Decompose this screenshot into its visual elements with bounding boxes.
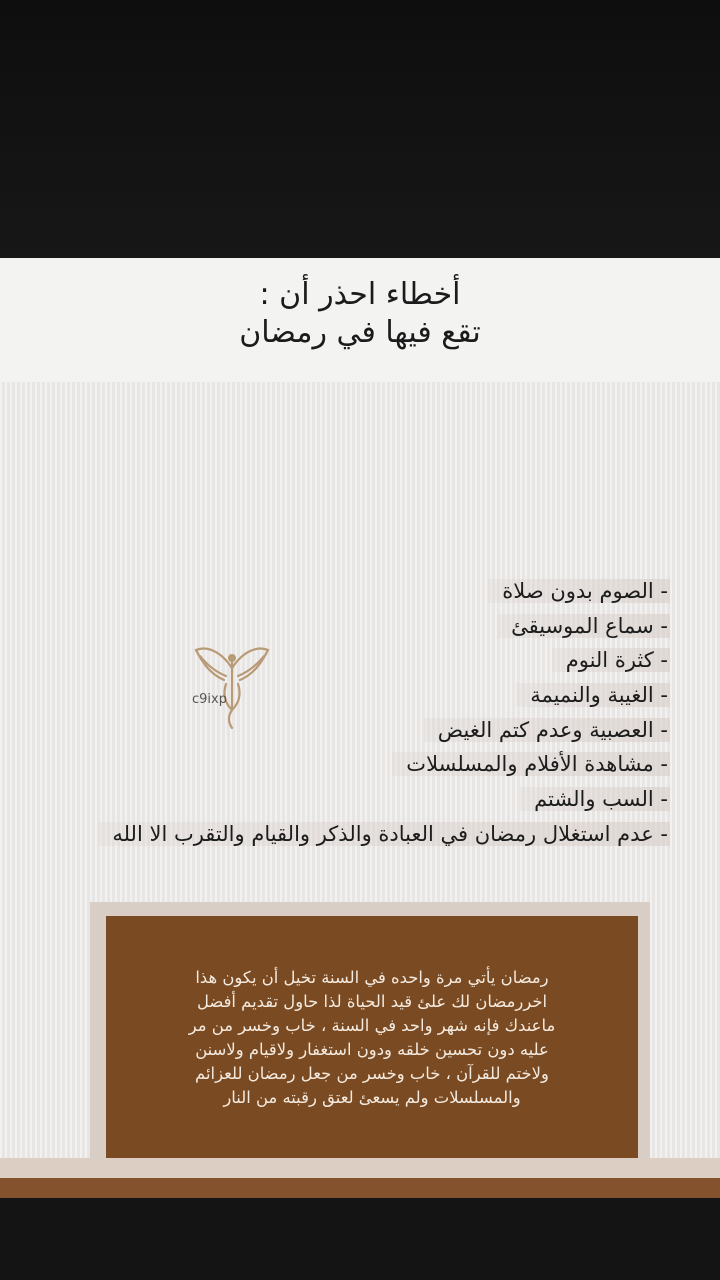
mistake-6: - مشاهدة الأفلام والمسلسلات — [392, 752, 670, 776]
quote-text — [120, 966, 624, 1110]
quote-line-5: ولاختم للقرآن ، خاب وخسر من جعل رمضان للعزائم — [195, 1064, 549, 1083]
mistake-1: - الصوم بدون صلاة — [488, 579, 670, 603]
quote-box — [106, 916, 638, 1182]
list-item — [98, 643, 670, 678]
list-item — [98, 678, 670, 713]
mistake-3: - كثرة النوم — [552, 648, 670, 672]
list-item — [98, 747, 670, 782]
page-title — [0, 276, 720, 352]
quote-line-3: ماعندك فإنه شهر واحد في السنة ، خاب وخسر من مر — [188, 1016, 556, 1035]
post-card — [0, 258, 720, 1198]
quote-line-6: والمسلسلات ولم يسعئ لعتق رقبته من النار — [223, 1088, 521, 1107]
quote-frame — [90, 902, 650, 1192]
mistake-2: - سماع الموسيقئ — [497, 614, 670, 638]
list-item — [98, 817, 670, 852]
header-panel — [0, 258, 720, 382]
light-stripe — [0, 1158, 720, 1178]
mistake-8: - عدم استغلال رمضان في العبادة والذكر والقيام والتقرب الا الله — [98, 822, 670, 846]
mistake-4: - الغيبة والنميمة — [516, 683, 670, 707]
list-item — [98, 574, 670, 609]
list-item — [98, 713, 670, 748]
content-panel — [0, 382, 720, 1158]
top-dark-band — [0, 0, 720, 258]
quote-line-1: رمضان يأتي مرة واحده في السنة تخيل أن يكون هذا — [195, 968, 549, 987]
mistake-7: - السب والشتم — [520, 787, 670, 811]
title-line-1: أخطاء احذر أن : — [259, 277, 461, 312]
list-item — [98, 609, 670, 644]
logo-text: c9ixp — [192, 692, 227, 707]
title-line-2: تقع فيها في رمضان — [239, 315, 481, 350]
mistakes-list — [98, 574, 670, 852]
list-item — [98, 782, 670, 817]
quote-line-4: عليه دون تحسين خلقه ودون استغفار ولاقيام ولاسنن — [195, 1040, 549, 1059]
quote-line-2: اخررمضان لك علئ قيد الحياة لذا حاول تقديم أفضل — [196, 992, 548, 1011]
brown-stripe — [0, 1178, 720, 1198]
mistake-5: - العصبية وعدم كتم الغيض — [424, 718, 670, 742]
bottom-dark-band — [0, 1198, 720, 1280]
